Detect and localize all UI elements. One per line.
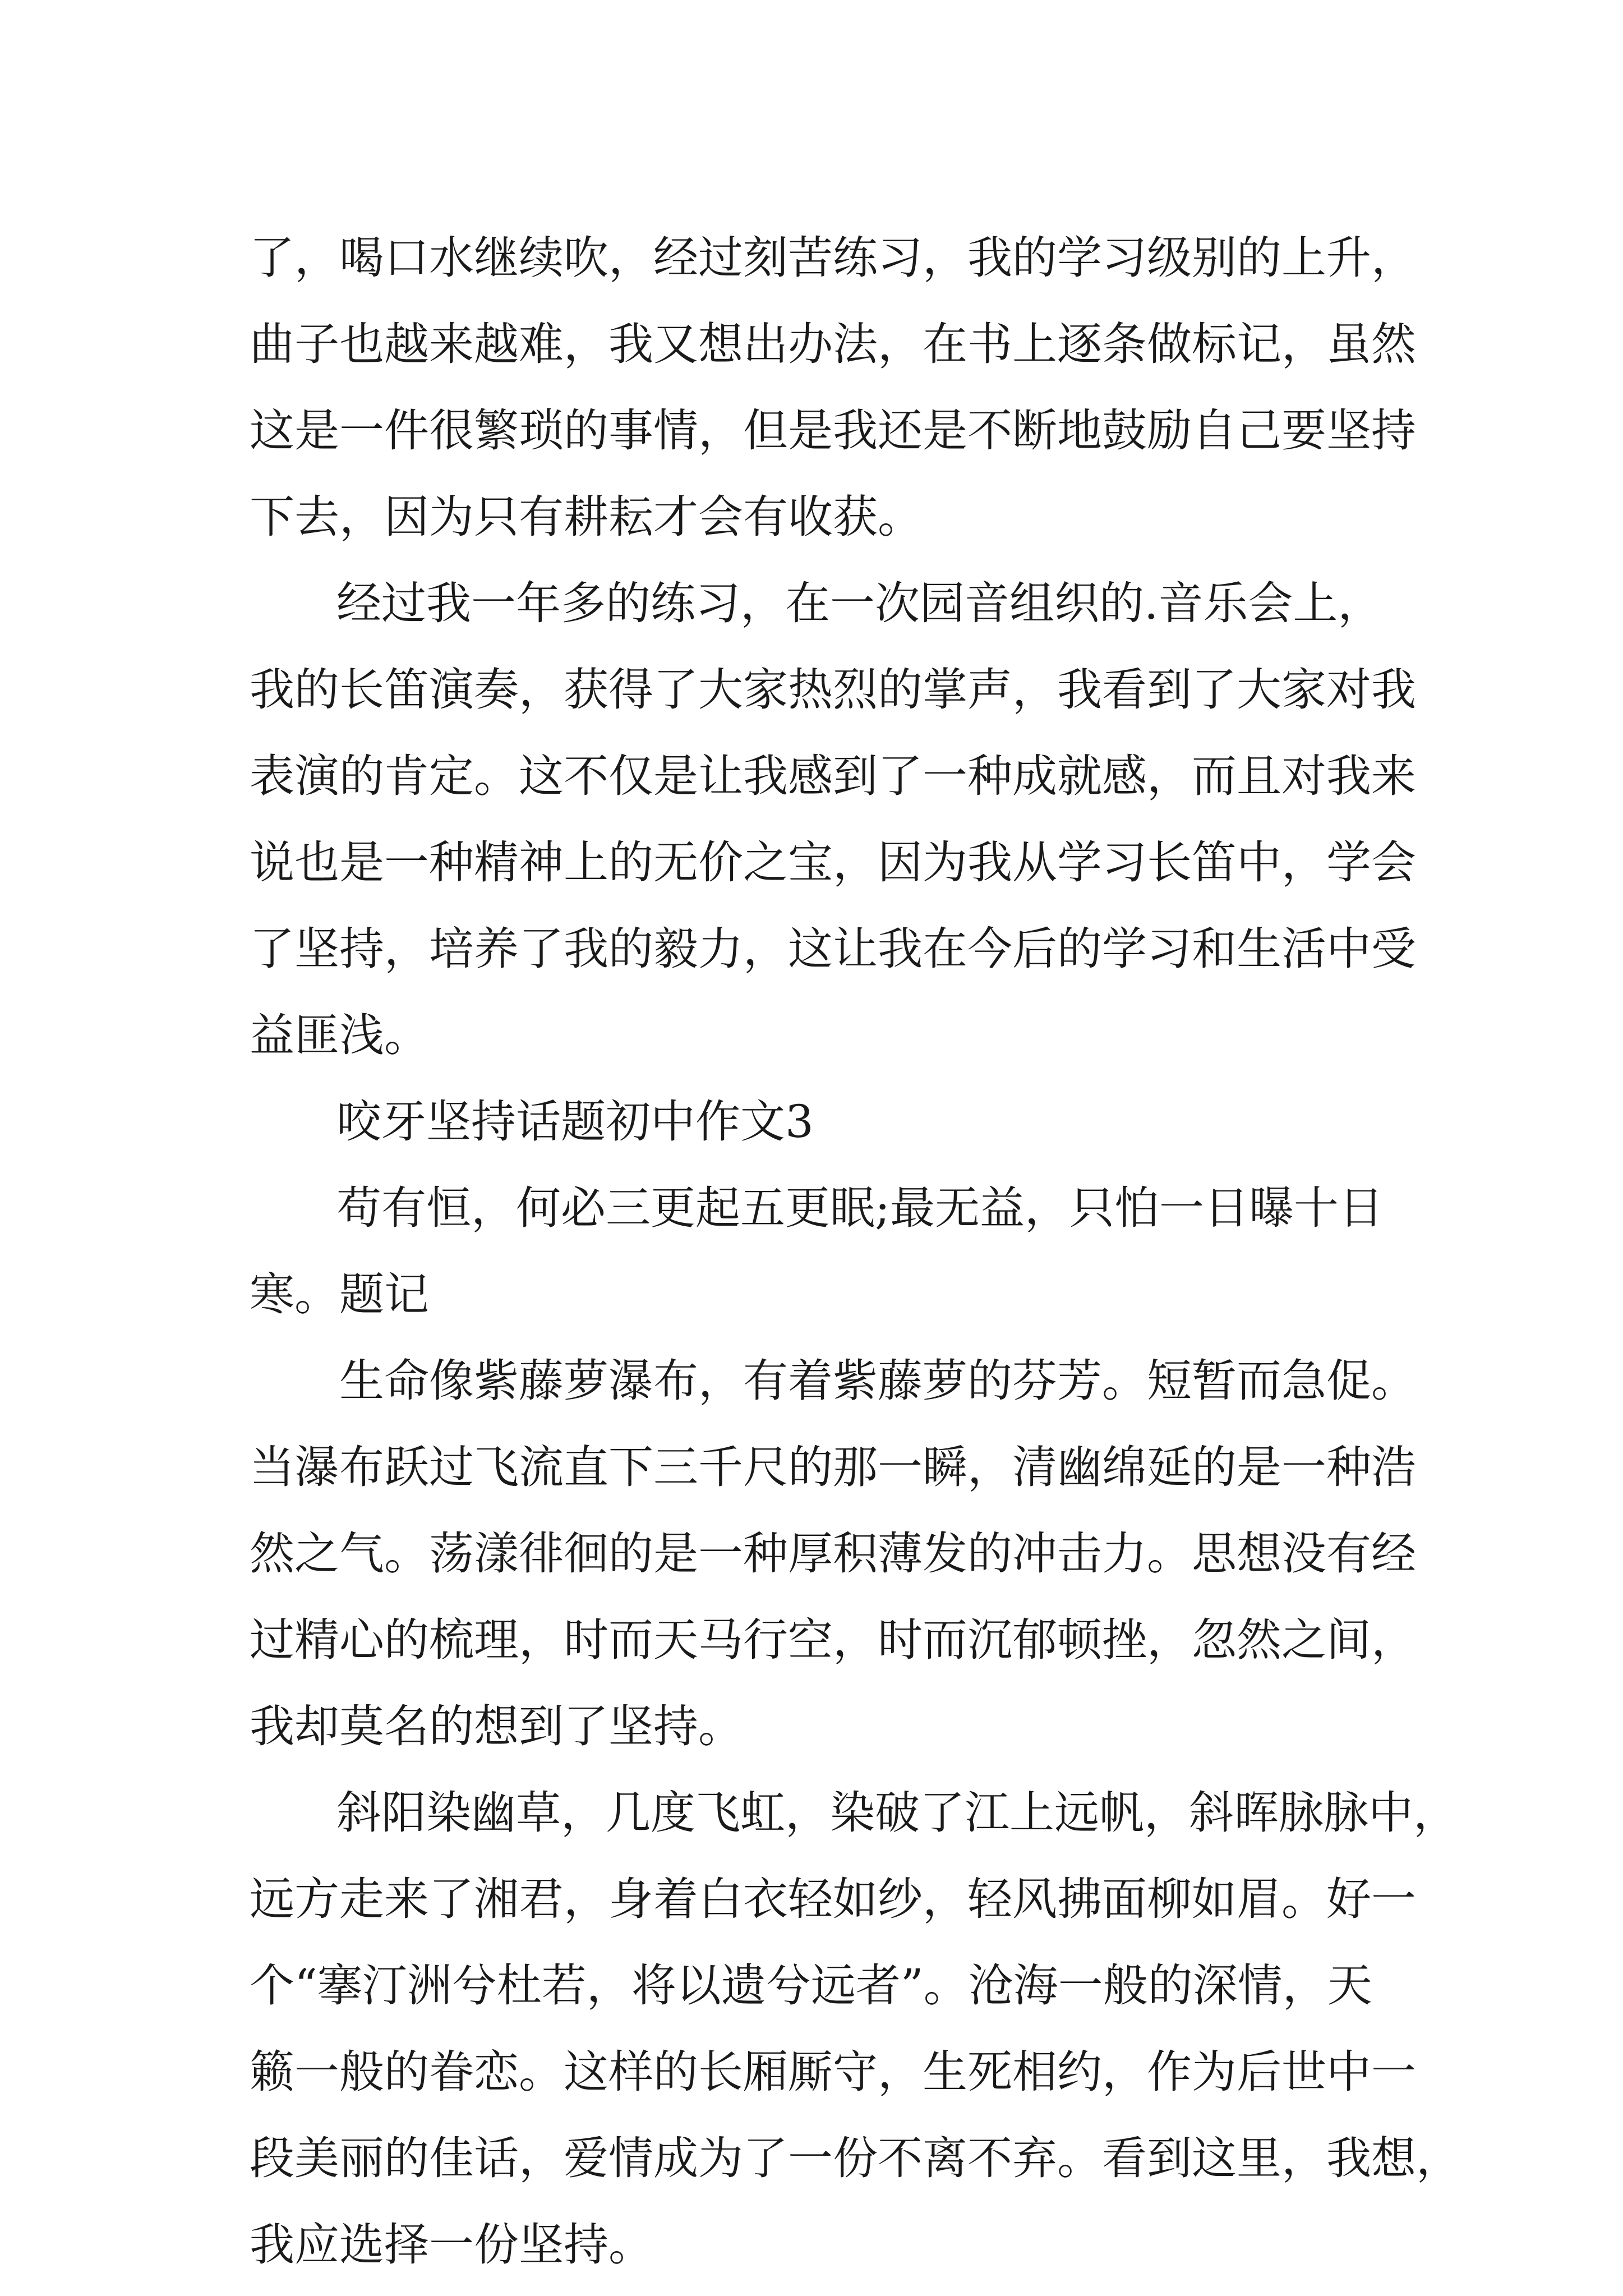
paragraph-first-line: 斜阳染幽草，几度飞虹，染破了江上远帆，斜晖脉脉中， [336,1787,1458,1839]
text-line: 个“搴汀洲兮杜若，将以遗兮远者”。沧海一般的深情，天 [250,1959,1372,2012]
text-line: 了坚持，培养了我的毅力，这让我在今后的学习和生活中受 [250,923,1416,975]
text-line: 我的长笛演奏，获得了大家热烈的掌声，我看到了大家对我 [250,664,1416,716]
epigraph-line: 苟有恒，何必三更起五更眠;最无益，只怕一日曝十日 [336,1182,1384,1234]
text-line: 远方走来了湘君，身着白衣轻如纱，轻风拂面柳如眉。好一 [250,1873,1416,1925]
section-heading: 咬牙坚持话题初中作文3 [336,1096,814,1148]
paragraph-first-line: 经过我一年多的练习，在一次园音组织的.音乐会上， [336,577,1383,629]
text-line: 我却莫名的想到了坚持。 [250,1700,743,1752]
text-line: 表演的肯定。这不仅是让我感到了一种成就感，而且对我来 [250,750,1416,802]
text-line: 然之气。荡漾徘徊的是一种厚积薄发的冲击力。思想没有经 [250,1527,1416,1580]
text-line: 段美丽的佳话，爱情成为了一份不离不弃。看到这里，我想， [250,2132,1461,2184]
paragraph-first-line: 生命像紫藤萝瀑布，有着紫藤萝的芬芳。短暂而急促。 [339,1355,1416,1407]
text-line: 益匪浅。 [250,1009,429,1061]
text-line: 我应选择一份坚持。 [250,2219,653,2271]
text-line: 曲子也越来越难，我又想出办法，在书上逐条做标记，虽然 [250,318,1416,370]
text-line: 过精心的梳理，时而天马行空，时而沉郁顿挫，忽然之间， [250,1614,1416,1666]
text-line: 了，喝口水继续吹，经过刻苦练习，我的学习级别的上升， [250,232,1416,284]
text-line: 籁一般的眷恋。这样的长厢厮守，生死相约，作为后世中一 [250,2046,1416,2098]
text-line: 这是一件很繁琐的事情，但是我还是不断地鼓励自己要坚持 [250,404,1416,457]
text-line: 当瀑布跃过飞流直下三千尺的那一瞬，清幽绵延的是一种浩 [250,1441,1416,1493]
epigraph-line: 寒。题记 [250,1268,429,1320]
text-line: 说也是一种精神上的无价之宝，因为我从学习长笛中，学会 [250,836,1416,889]
text-line: 下去，因为只有耕耘才会有收获。 [250,491,923,543]
